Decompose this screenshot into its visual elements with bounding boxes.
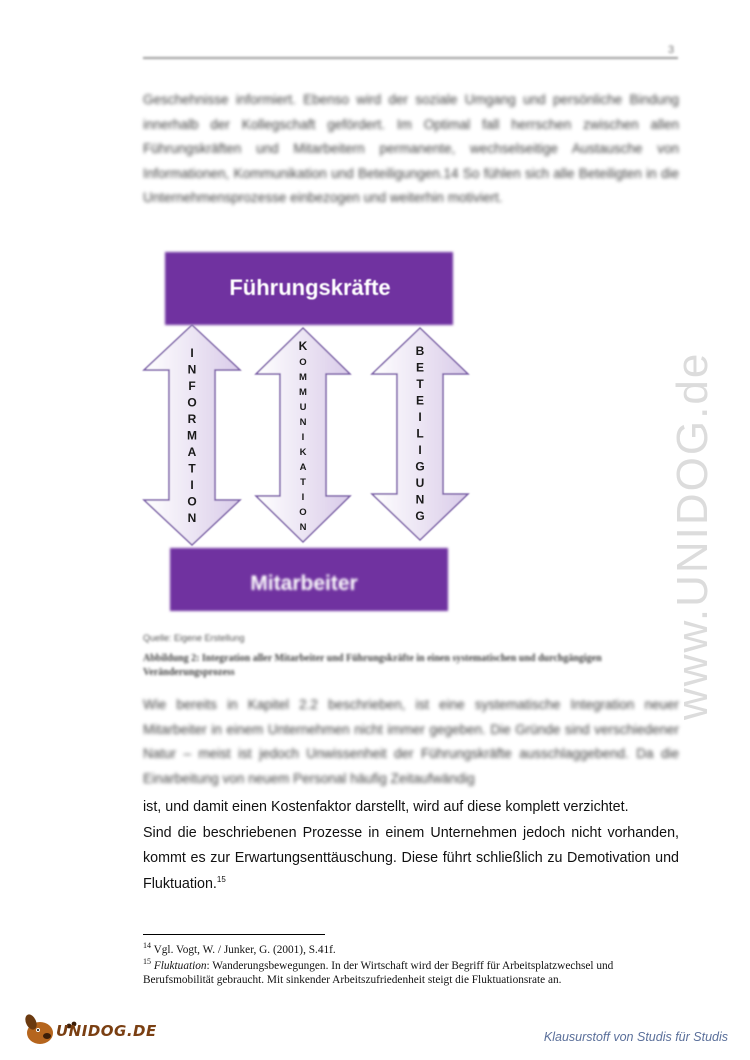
mitarbeiter-label: Mitarbeiter	[250, 572, 358, 595]
body-text	[143, 795, 679, 897]
arrow-letter: N	[187, 362, 197, 377]
arrow-letter: L	[416, 426, 424, 441]
arrow-letter: O	[299, 357, 307, 368]
arrow-letter: K	[299, 447, 307, 458]
arrow-letter: K	[298, 339, 308, 353]
arrow-letter: M	[299, 387, 307, 398]
logo-text[interactable]: UNIDOG.DE	[56, 1022, 157, 1040]
beteiligung-label	[415, 344, 424, 523]
arrow-letter: B	[415, 344, 425, 358]
arrow-letter: G	[415, 459, 425, 474]
arrow-letter: F	[188, 379, 196, 393]
arrow-letter: I	[190, 478, 194, 492]
information-label	[187, 346, 197, 525]
arrow-letter: I	[418, 410, 422, 424]
arrow-letter: U	[299, 402, 307, 413]
page-number: 3	[668, 44, 675, 56]
watermark: www.UNIDOG.de	[668, 351, 717, 720]
body-paragraph: Sind die beschriebenen Prozesse in einem Unternehmen jedoch nicht vorhanden, kommt es zur Erwartungsenttäuschung. Diese führt schließlich zu Demotivation und Fluktuation.$^{15}$	[143, 824, 679, 892]
arrow-letter: U	[415, 476, 425, 490]
arrow-letter: T	[300, 477, 306, 488]
arrow-letter: N	[415, 492, 425, 507]
arrow-letter: G	[415, 509, 425, 523]
arrow-letter: E	[415, 360, 425, 375]
arrow-letter: R	[187, 412, 197, 426]
arrow-letter: I	[418, 443, 422, 457]
arrow-letter: O	[187, 494, 197, 509]
arrow-letter: A	[187, 445, 197, 459]
arrow-letter: O	[299, 507, 307, 518]
footnote-rule	[143, 934, 325, 935]
arrow-letter: N	[299, 522, 307, 533]
footer-slogan: Klausurstoff von Studis für Studis	[543, 1030, 728, 1044]
figure-caption: Abbildung 2: Integration aller Mitarbeiter und Führungskräfte in einen systematischen und durchgängigen Veränderungsprozess	[143, 653, 602, 678]
fuehrungskraefte-label: Führungskräfte	[229, 275, 391, 300]
blurred-paragraph-bottom: Wie bereits in Kapitel 2.2 beschrieben, ist eine systematische Integration neuer Mitarbeiter in einem Unternehmen nicht immer gegeben. Die Gründe sind verschiedener Natur – meist ist jedoch Unwissenheit der Führungskräfte ausschlaggebend. Da die Einarbeitung von neuem Personal häufig Zeitaufwändig	[143, 697, 679, 786]
arrow-letter: T	[416, 377, 424, 391]
arrow-letter: A	[299, 462, 307, 473]
arrow-letter: I	[301, 432, 305, 443]
body-line: ist, und damit einen Kostenfaktor darstellt, wird auf diese komplett verzichtet.	[143, 799, 629, 815]
blurred-paragraph-top: Geschehnisse informiert. Ebenso wird der soziale Umgang und persönliche Bindung innerhalb der Kollegschaft gefördert. Im Optimal fall herrschen zwischen allen Führungskräften und Mitarbeitern permanente, wechselseitige Austausche von Informationen, Kommunikation und Beteiligungen.14 So fühlen sich alle Beteiligten in die Unternehmensprozesse einbezogen und weiterhin motiviert.	[143, 92, 679, 206]
arrow-letter: E	[415, 393, 425, 408]
arrow-letter: I	[190, 346, 194, 360]
arrow-letter: I	[301, 492, 305, 503]
figure-source: Quelle: Eigene Erstellung	[143, 633, 245, 643]
arrow-letter: M	[187, 428, 197, 443]
arrow-letter: O	[187, 395, 197, 410]
arrow-letter: M	[299, 372, 307, 383]
footnote-15: $^{15}$ Fluktuation: Wanderungsbewegungen. In der Wirtschaft wird der Begriff für Arbeitsplatzwechsel und Berufsmobilität gebraucht. Mit sinkender Arbeitszufriedenheit steigt die Fluktuationsrate an.	[143, 957, 614, 986]
arrow-letter: T	[188, 461, 196, 476]
footnote-ref[interactable]: 15	[216, 874, 226, 884]
footnote-14: $^{14}$ Vgl. Vogt, W. / Junker, G. (2001), S.41f.	[143, 941, 336, 956]
arrow-letter: N	[299, 417, 307, 428]
arrow-letter: N	[187, 511, 197, 525]
